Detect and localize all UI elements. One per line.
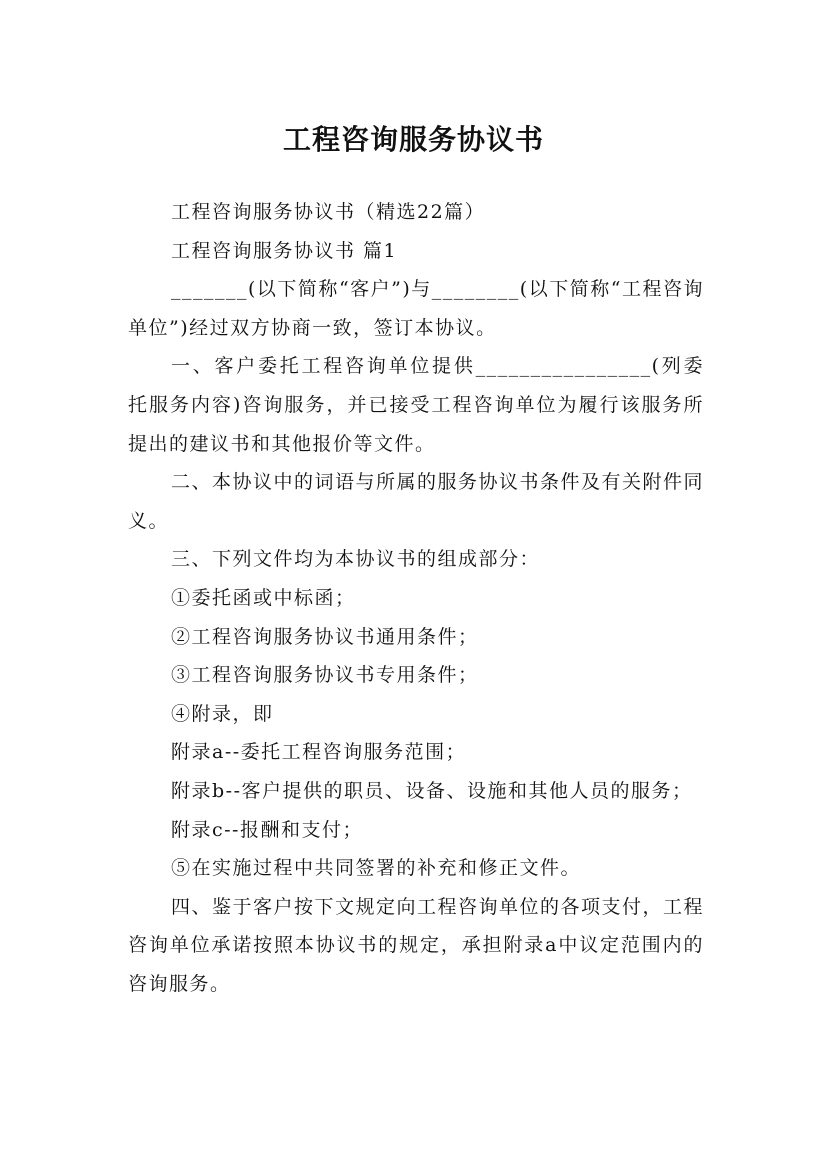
list-item-1: ①委托函或中标函； <box>171 586 356 609</box>
paragraph-intro-title: 工程咨询服务协议书（精选22篇） <box>171 201 486 223</box>
paragraph-parties: _______(以下简称“客户”)与________(以下简称“工程咨询单位”)经过双方协商一致，签订本协议。 <box>128 278 704 339</box>
appendix-a: 附录a--委托工程咨询服务范围； <box>171 741 467 764</box>
list-item-2: ②工程咨询服务协议书通用条件； <box>171 625 479 648</box>
paragraph-clause-1: 一、客户委托工程咨询单位提供________________(列委托服务内容)咨询服务，并已接受工程咨询单位为履行该服务所提出的建议书和其他报价等文件。 <box>128 355 704 455</box>
paragraph-clause-3: 三、下列文件均为本协议书的组成部分： <box>171 548 541 571</box>
appendix-c: 附录c--报酬和支付； <box>171 818 363 841</box>
paragraph-section-heading: 工程咨询服务协议书 篇1 <box>171 239 398 262</box>
paragraph-clause-4: 四、鉴于客户按下文规定向工程咨询单位的各项支付，工程咨询单位承诺按照本协议书的规定，承担附录a中议定范围内的咨询服务。 <box>128 895 705 995</box>
document-title: 工程咨询服务协议书 <box>282 122 544 156</box>
appendix-b: 附录b--客户提供的职员、设备、设施和其他人员的服务； <box>171 779 693 802</box>
list-item-4: ④附录，即 <box>171 702 274 725</box>
paragraph-clause-2: 二、本协议中的词语与所属的服务协议书条件及有关附件同义。 <box>128 471 705 532</box>
document-body <box>128 193 704 1003</box>
list-item-5: ⑤在实施过程中共同签署的补充和修正文件。 <box>171 857 582 880</box>
list-item-3: ③工程咨询服务协议书专用条件； <box>171 664 479 687</box>
